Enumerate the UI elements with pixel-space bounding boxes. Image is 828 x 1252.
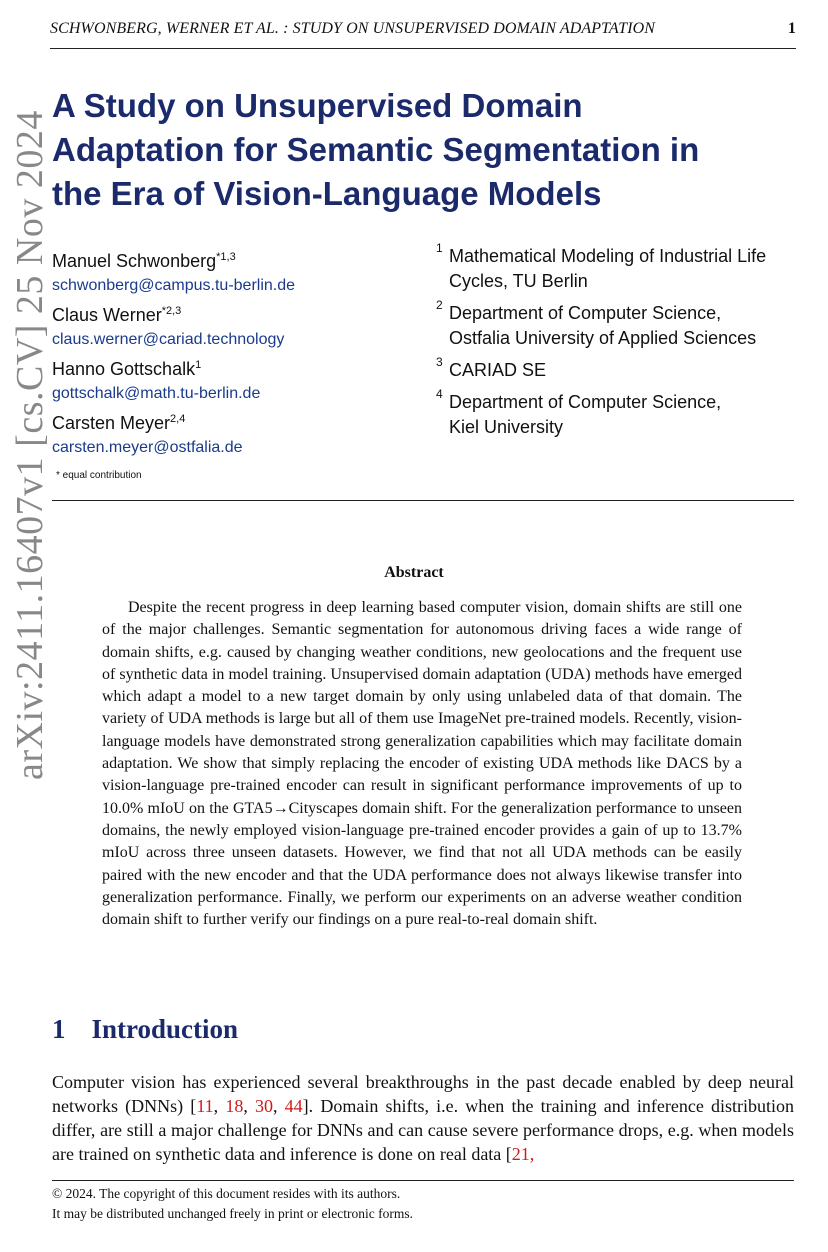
affiliation-list	[436, 241, 816, 447]
affiliation-entry	[436, 355, 816, 383]
running-header	[50, 20, 796, 38]
affiliation-number: 4	[436, 387, 443, 401]
section-title: Introduction	[91, 1014, 239, 1044]
title-line: the Era of Vision-Language Models	[52, 175, 602, 212]
affiliation-line: CARIAD SE	[449, 360, 547, 380]
title-block-rule	[52, 500, 794, 501]
citation-link[interactable]: 44	[284, 1096, 303, 1116]
author-sup: *2,3	[161, 305, 182, 317]
author-email-link[interactable]: schwonberg@campus.tu-berlin.de	[52, 277, 296, 294]
author-list	[52, 244, 432, 460]
affiliation-line: Kiel University	[449, 417, 564, 437]
affiliation-line: Department of Computer Science,	[449, 303, 722, 323]
author-name: Claus Werner	[52, 305, 162, 325]
affiliation-line: Mathematical Modeling of Industrial Life	[449, 246, 767, 266]
citation-link[interactable]: 21	[511, 1144, 530, 1164]
title-line: A Study on Unsupervised Domain	[52, 87, 583, 124]
abstract-text: Despite the recent progress in deep learning based computer vision, domain shifts are still one of the major challenges. Semantic segmentation for autonomous driving faces a wide range of domain shifts, e.g. caused by changing weather conditions, new geolocations and the frequent use of synthetic data in model training. Unsupervised domain adaptation (UDA) methods have emerged which adapt a model to a new target domain by only using unlabeled data of that domain. The variety of UDA methods is large but all of them use ImageNet pre-trained models. Recently, vision-language models have demonstrated strong generalization capabilities which may facilitate domain adaptation. We show that simply replacing the encoder of existing UDA methods like DACS by a vision-language pre-trained encoder can result in significant performance improvements of up to 10.0% mIoU on the GTA5→Cityscapes domain shift. For the generalization performance to unseen domains, the newly employed vision-language pre-trained encoder provides a gain of up to 13.7% mIoU across three unseen datasets. However, we find that not all UDA methods can be easily paired with the new encoder and that the UDA performance does not always likewise transfer into generalization performance. Finally, we perform our experiments on an adverse weather condition domain shift to further verify our findings on a pure real-to-real domain shift.	[102, 599, 742, 929]
header-rule	[50, 48, 796, 49]
title-line: Adaptation for Semantic Segmentation in	[52, 131, 700, 168]
author-email-link[interactable]: gottschalk@math.tu-berlin.de	[52, 385, 261, 402]
author-sup: *1,3	[216, 251, 236, 263]
equal-contribution-note: * equal contribution	[56, 470, 142, 481]
abstract-heading: Abstract	[384, 564, 444, 581]
citation-link[interactable]: 18	[225, 1096, 244, 1116]
section-heading	[52, 1014, 238, 1045]
author-entry	[52, 244, 432, 298]
affiliation-entry	[436, 298, 816, 351]
author-name: Carsten Meyer	[52, 413, 171, 433]
footer-rule	[52, 1180, 794, 1181]
copyright-footer	[52, 1184, 413, 1224]
author-name: Manuel Schwonberg	[52, 251, 217, 271]
author-email-link[interactable]: claus.werner@cariad.technology	[52, 331, 285, 348]
running-title: SCHWONBERG, WERNER ET AL. : STUDY ON UNSUPERVISED DOMAIN ADAPTATION	[50, 20, 656, 37]
citation-comma: ,	[529, 1144, 535, 1164]
affiliation-entry	[436, 241, 816, 294]
citation-link[interactable]: 30	[255, 1096, 273, 1116]
author-email-link[interactable]: carsten.meyer@ostfalia.de	[52, 439, 243, 456]
affiliation-number: 3	[436, 355, 443, 369]
affiliation-number: 2	[436, 298, 443, 312]
affiliation-line: Department of Computer Science,	[449, 392, 722, 412]
author-entry	[52, 352, 432, 406]
intro-paragraph: Computer vision has experienced several breakthroughs in the past decade enabled by deep neural networks (DNNs) [11, 18, 30, 44]. Domain shifts, i.e. when the training and inference distribution differ, are still a major challenge for DNNs and can cause severe performance drops, e.g. when models are trained on synthetic data and inference is done on real data [21,	[52, 1072, 795, 1164]
intro-text: Computer vision has experienced several breakthroughs in the past decade enabled by deep neural networks (DNNs) [	[52, 1072, 794, 1116]
citation-link[interactable]: 11	[196, 1096, 214, 1116]
author-entry	[52, 298, 432, 352]
footer-line: It may be distributed unchanged freely in print or electronic forms.	[52, 1206, 414, 1221]
arxiv-stamp: arXiv:2411.16407v1 [cs.CV] 25 Nov 2024	[9, 110, 51, 780]
affiliation-line: Ostfalia University of Applied Sciences	[449, 328, 757, 348]
intro-text: ]. Domain shifts, i.e. when the training and inference distribution differ, are still a major challenge for DNNs and can cause severe performance drops, e.g. when models are trained on synthetic data and inference is done on real data [	[52, 1096, 795, 1164]
affiliation-entry	[436, 387, 816, 440]
author-name: Hanno Gottschalk	[52, 359, 196, 379]
page-number: 1	[787, 20, 796, 37]
section-number: 1	[52, 1014, 66, 1044]
footer-line: © 2024. The copyright of this document resides with its authors.	[52, 1186, 401, 1201]
affiliation-line: Cycles, TU Berlin	[449, 271, 588, 291]
author-entry	[52, 406, 432, 460]
author-sup: 1	[195, 359, 202, 371]
author-sup: 2,4	[170, 413, 186, 425]
paper-title	[52, 84, 792, 216]
affiliation-number: 1	[436, 241, 443, 255]
